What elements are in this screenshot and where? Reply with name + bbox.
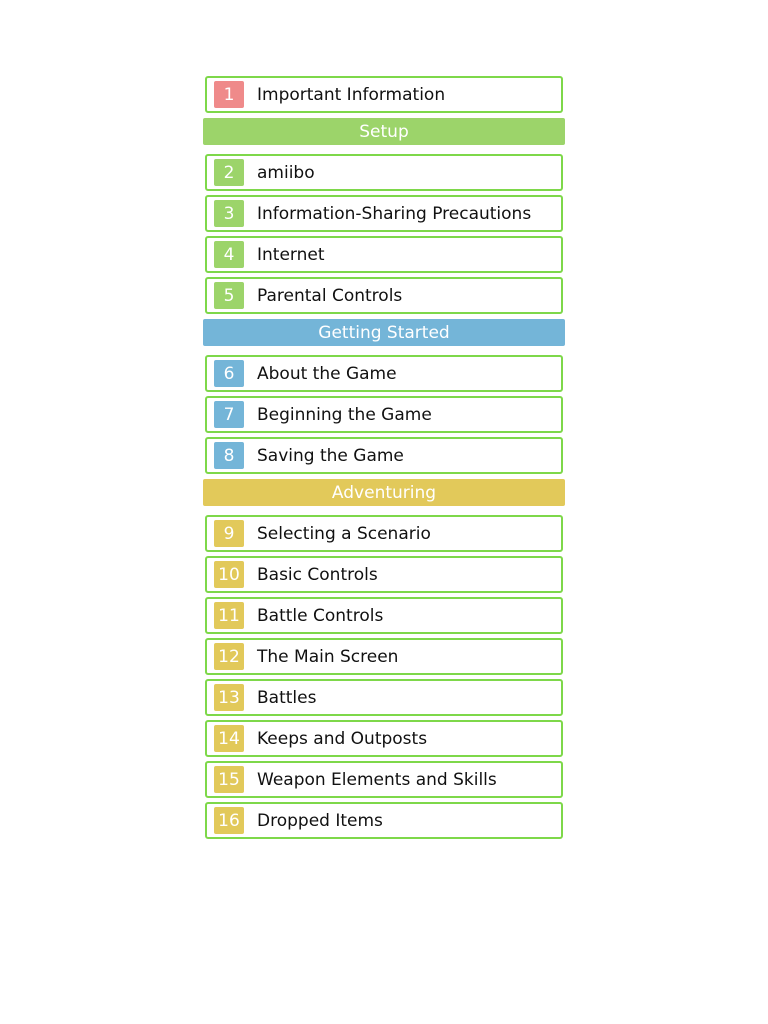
entry-label: Important Information [257, 84, 446, 105]
entry-label: Internet [257, 244, 325, 265]
page-number-badge: 3 [214, 200, 244, 227]
page-number-badge: 14 [214, 725, 244, 752]
entry-label: The Main Screen [257, 646, 399, 667]
page-number-badge: 16 [214, 807, 244, 834]
page-number-badge: 7 [214, 401, 244, 428]
entry-label: Selecting a Scenario [257, 523, 431, 544]
toc-entry-weapon-elements-and-skills[interactable] [205, 761, 563, 798]
entry-label: Beginning the Game [257, 404, 432, 425]
page-number-badge: 13 [214, 684, 244, 711]
page-number-badge: 6 [214, 360, 244, 387]
section-header-getting-started: Getting Started [203, 319, 565, 346]
toc-entry-amiibo[interactable] [205, 154, 563, 191]
toc-entry-beginning-the-game[interactable] [205, 396, 563, 433]
toc-entry-battles[interactable] [205, 679, 563, 716]
page-number-badge: 12 [214, 643, 244, 670]
page-number-badge: 9 [214, 520, 244, 547]
toc-entry-selecting-a-scenario[interactable] [205, 515, 563, 552]
toc-entry-saving-the-game[interactable] [205, 437, 563, 474]
entry-label: Parental Controls [257, 285, 403, 306]
page-number-badge: 1 [214, 81, 244, 108]
page-number-badge: 10 [214, 561, 244, 588]
toc-entry-information-sharing-precautions[interactable] [205, 195, 563, 232]
toc-entry-battle-controls[interactable] [205, 597, 563, 634]
entry-label: Information-Sharing Precautions [257, 203, 532, 224]
page-number-badge: 15 [214, 766, 244, 793]
entry-label: Saving the Game [257, 445, 404, 466]
entry-label: Dropped Items [257, 810, 383, 831]
toc-entry-dropped-items[interactable] [205, 802, 563, 839]
toc-entry-internet[interactable] [205, 236, 563, 273]
page-number-badge: 5 [214, 282, 244, 309]
entry-label: Basic Controls [257, 564, 378, 585]
entry-label: Keeps and Outposts [257, 728, 428, 749]
section-header-adventuring: Adventuring [203, 479, 565, 506]
toc-entry-basic-controls[interactable] [205, 556, 563, 593]
entry-label: About the Game [257, 363, 397, 384]
toc-entry-parental-controls[interactable] [205, 277, 563, 314]
entry-label: Battles [257, 687, 317, 708]
entry-label: amiibo [257, 162, 315, 183]
page-number-badge: 8 [214, 442, 244, 469]
table-of-contents [203, 76, 565, 843]
page-number-badge: 11 [214, 602, 244, 629]
section-header-setup: Setup [203, 118, 565, 145]
entry-label: Weapon Elements and Skills [257, 769, 497, 790]
toc-entry-important-information[interactable] [205, 76, 563, 113]
toc-entry-about-the-game[interactable] [205, 355, 563, 392]
page-number-badge: 2 [214, 159, 244, 186]
toc-entry-the-main-screen[interactable] [205, 638, 563, 675]
toc-entry-keeps-and-outposts[interactable] [205, 720, 563, 757]
entry-label: Battle Controls [257, 605, 384, 626]
page-number-badge: 4 [214, 241, 244, 268]
